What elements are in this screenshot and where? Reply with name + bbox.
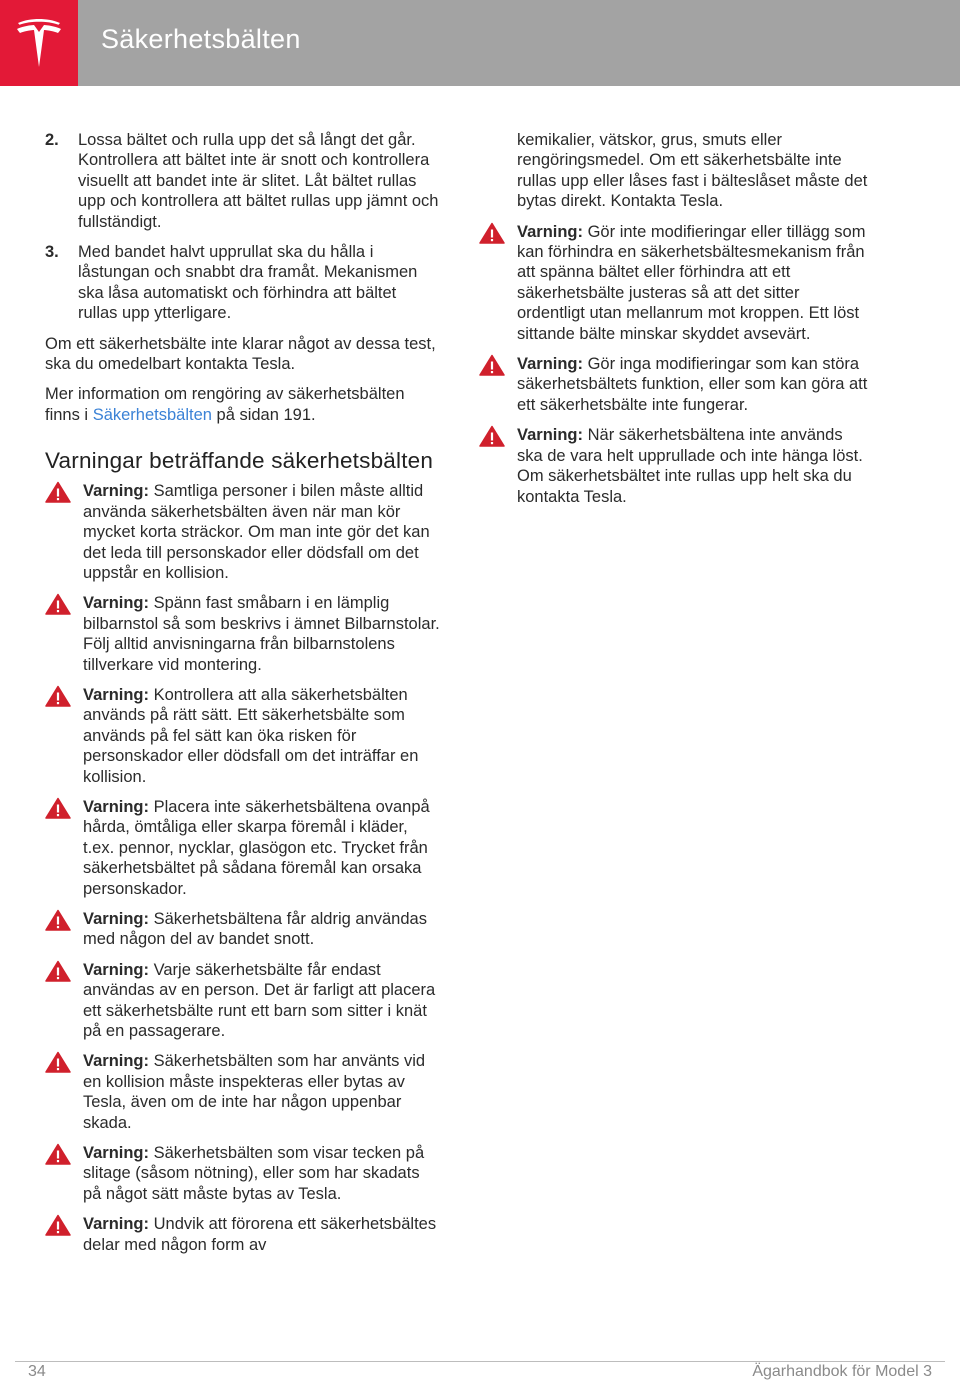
warning-item bbox=[45, 593, 440, 675]
warning-triangle-icon bbox=[45, 1143, 71, 1165]
paragraph-text: Mer information om rengöring av säkerhetsbälten finns i bbox=[45, 385, 405, 424]
footer-divider bbox=[15, 1361, 945, 1362]
warning-triangle-icon bbox=[45, 685, 71, 707]
warning-item bbox=[45, 960, 440, 1042]
warning-label: Varning: bbox=[83, 797, 150, 816]
warning-text: Säkerhetsbälten som har använts vid en kollision måste inspekteras eller bytas av Tesla, även om de inte har någon uppenbar skada. bbox=[83, 1052, 426, 1132]
warning-label: Varning: bbox=[83, 482, 150, 501]
section-heading: Varningar beträffande säkerhetsbälten bbox=[45, 448, 434, 474]
warning-label: Varning: bbox=[517, 355, 584, 374]
warning-item bbox=[479, 222, 869, 344]
warning-text: Kontrollera att alla säkerhetsbälten används på rätt sätt. Ett säkerhetsbälte som används på fel sätt kan öka risken för personskador eller dödsfall om det inträffar en kollision. bbox=[83, 685, 419, 786]
warning-triangle-icon bbox=[45, 481, 71, 503]
warning-text: Samtliga personer i bilen måste alltid använda säkerhetsbälten även när man kör mycket korta sträckor. Om man inte gör det kan det leda till personskador eller dödsfall om det uppstår en kollision. bbox=[83, 482, 430, 582]
warning-item bbox=[45, 1051, 440, 1133]
warning-label: Varning: bbox=[517, 426, 584, 445]
warning-item bbox=[45, 685, 440, 787]
left-column bbox=[45, 130, 440, 1265]
warning-item bbox=[45, 797, 440, 899]
paragraph-cleaning-info bbox=[45, 384, 440, 425]
step-text: Lossa bältet och rulla upp det så långt det går. Kontrollera att bältet inte är snott och kontrollera visuellt att bandet inte är slitet. Låt bältet rullas upp och kontrollera att bältet rullas upp jämnt och fullständigt. bbox=[78, 131, 439, 231]
warning-triangle-icon bbox=[479, 425, 505, 447]
warning-label: Varning: bbox=[83, 910, 150, 928]
warning-label: Varning: bbox=[83, 960, 150, 979]
warning-triangle-icon bbox=[479, 354, 505, 376]
warning-label: Varning: bbox=[83, 685, 150, 704]
warning-continuation bbox=[479, 130, 869, 212]
warning-text: Gör inga modifieringar som kan störa säkerhetsbältets funktion, eller som kan göra att ett säkerhetsbälte inte fungerar. bbox=[517, 355, 868, 414]
tesla-logo-icon bbox=[13, 15, 65, 71]
warning-label: Varning: bbox=[83, 594, 150, 613]
warning-text: Gör inte modifieringar eller tillägg som kan förhindra en säkerhetsbältesmekanism från att spänna bältet eller förhindra att ett säkerhetsbälte justeras så att det sitter ordentligt utan mellanrum mot kroppen. Ett löst sittande bälte minskar skyddet avsevärt. bbox=[517, 222, 866, 343]
warning-item bbox=[45, 909, 440, 950]
step-text: Med bandet halvt upprullat ska du hålla i låstungan och snabbt dra framåt. Mekanismen ska låsa automatiskt och förhindra att bältet rullas upp ytterligare. bbox=[78, 243, 418, 323]
warning-item bbox=[45, 1214, 440, 1255]
warning-text: Spänn fast småbarn i en lämplig bilbarnstol så som beskrivs i ämnet Bilbarnstolar. Följ alltid anvisningarna från bilbarnstolens tillverkare vid montering. bbox=[83, 594, 440, 674]
step-number: 2. bbox=[45, 131, 59, 149]
warning-text: När säkerhetsbältena inte används ska de vara helt upprullade och inte hänga löst. Om säkerhetsbältet inte rullas upp helt ska du kontakta Tesla. bbox=[517, 426, 863, 506]
step-number: 3. bbox=[45, 243, 59, 262]
page-title: Säkerhetsbälten bbox=[101, 24, 301, 54]
warning-label: Varning: bbox=[83, 1144, 150, 1163]
warning-label: Varning: bbox=[83, 1052, 150, 1071]
list-item bbox=[45, 242, 440, 324]
paragraph-text: på sidan 191. bbox=[211, 405, 316, 424]
warning-text: Undvik att förorena ett säkerhetsbältes delar med någon form av bbox=[83, 1215, 437, 1254]
warning-triangle-icon bbox=[45, 1214, 71, 1236]
warning-label: Varning: bbox=[517, 222, 584, 241]
warning-label: Varning: bbox=[83, 1215, 150, 1234]
list-item bbox=[45, 130, 440, 232]
page-header bbox=[0, 0, 960, 86]
warning-text: Säkerhetsbälten som visar tecken på slitage (såsom nötning), eller som har skadats på något sätt måste bytas av Tesla. bbox=[83, 1144, 425, 1203]
warning-item bbox=[479, 354, 869, 415]
warning-text: Säkerhetsbältena får aldrig användas med någon del av bandet snott. bbox=[83, 910, 427, 949]
warning-triangle-icon bbox=[45, 909, 71, 931]
warning-text: Varje säkerhetsbälte får endast användas av en person. Det är farligt att placera ett säkerhetsbälte runt ett barn som sitter i knät på en passagerare. bbox=[83, 960, 436, 1041]
warning-item bbox=[45, 1143, 440, 1204]
warning-triangle-icon bbox=[479, 222, 505, 244]
paragraph-contact-tesla: Om ett säkerhetsbälte inte klarar något av dessa test, ska du omedelbart kontakta Tesla. bbox=[45, 334, 436, 374]
warning-text: Placera inte säkerhetsbältena ovanpå hårda, ömtåliga eller skarpa föremål i kläder, t.ex. pennor, nycklar, glasögon etc. Trycket från säkerhetsbältet på sådana föremål kan orsaka personskador. bbox=[83, 797, 430, 898]
warning-triangle-icon bbox=[45, 593, 71, 615]
warning-item bbox=[45, 481, 440, 583]
warning-triangle-icon bbox=[45, 1051, 71, 1073]
cross-reference-link[interactable]: Säkerhetsbälten bbox=[92, 405, 212, 424]
warning-item bbox=[479, 425, 869, 507]
footer-document-title: Ägarhandbok för Model 3 bbox=[752, 1363, 932, 1380]
logo-box bbox=[0, 0, 78, 86]
warning-text: kemikalier, vätskor, grus, smuts eller rengöringsmedel. Om ett säkerhetsbälte inte rullas upp eller låses fast i bälteslåset måste det bytas direkt. Kontakta Tesla. bbox=[517, 131, 868, 211]
page-number: 34 bbox=[28, 1363, 46, 1380]
warning-triangle-icon bbox=[45, 960, 71, 982]
right-column bbox=[479, 130, 869, 517]
warning-triangle-icon bbox=[45, 797, 71, 819]
